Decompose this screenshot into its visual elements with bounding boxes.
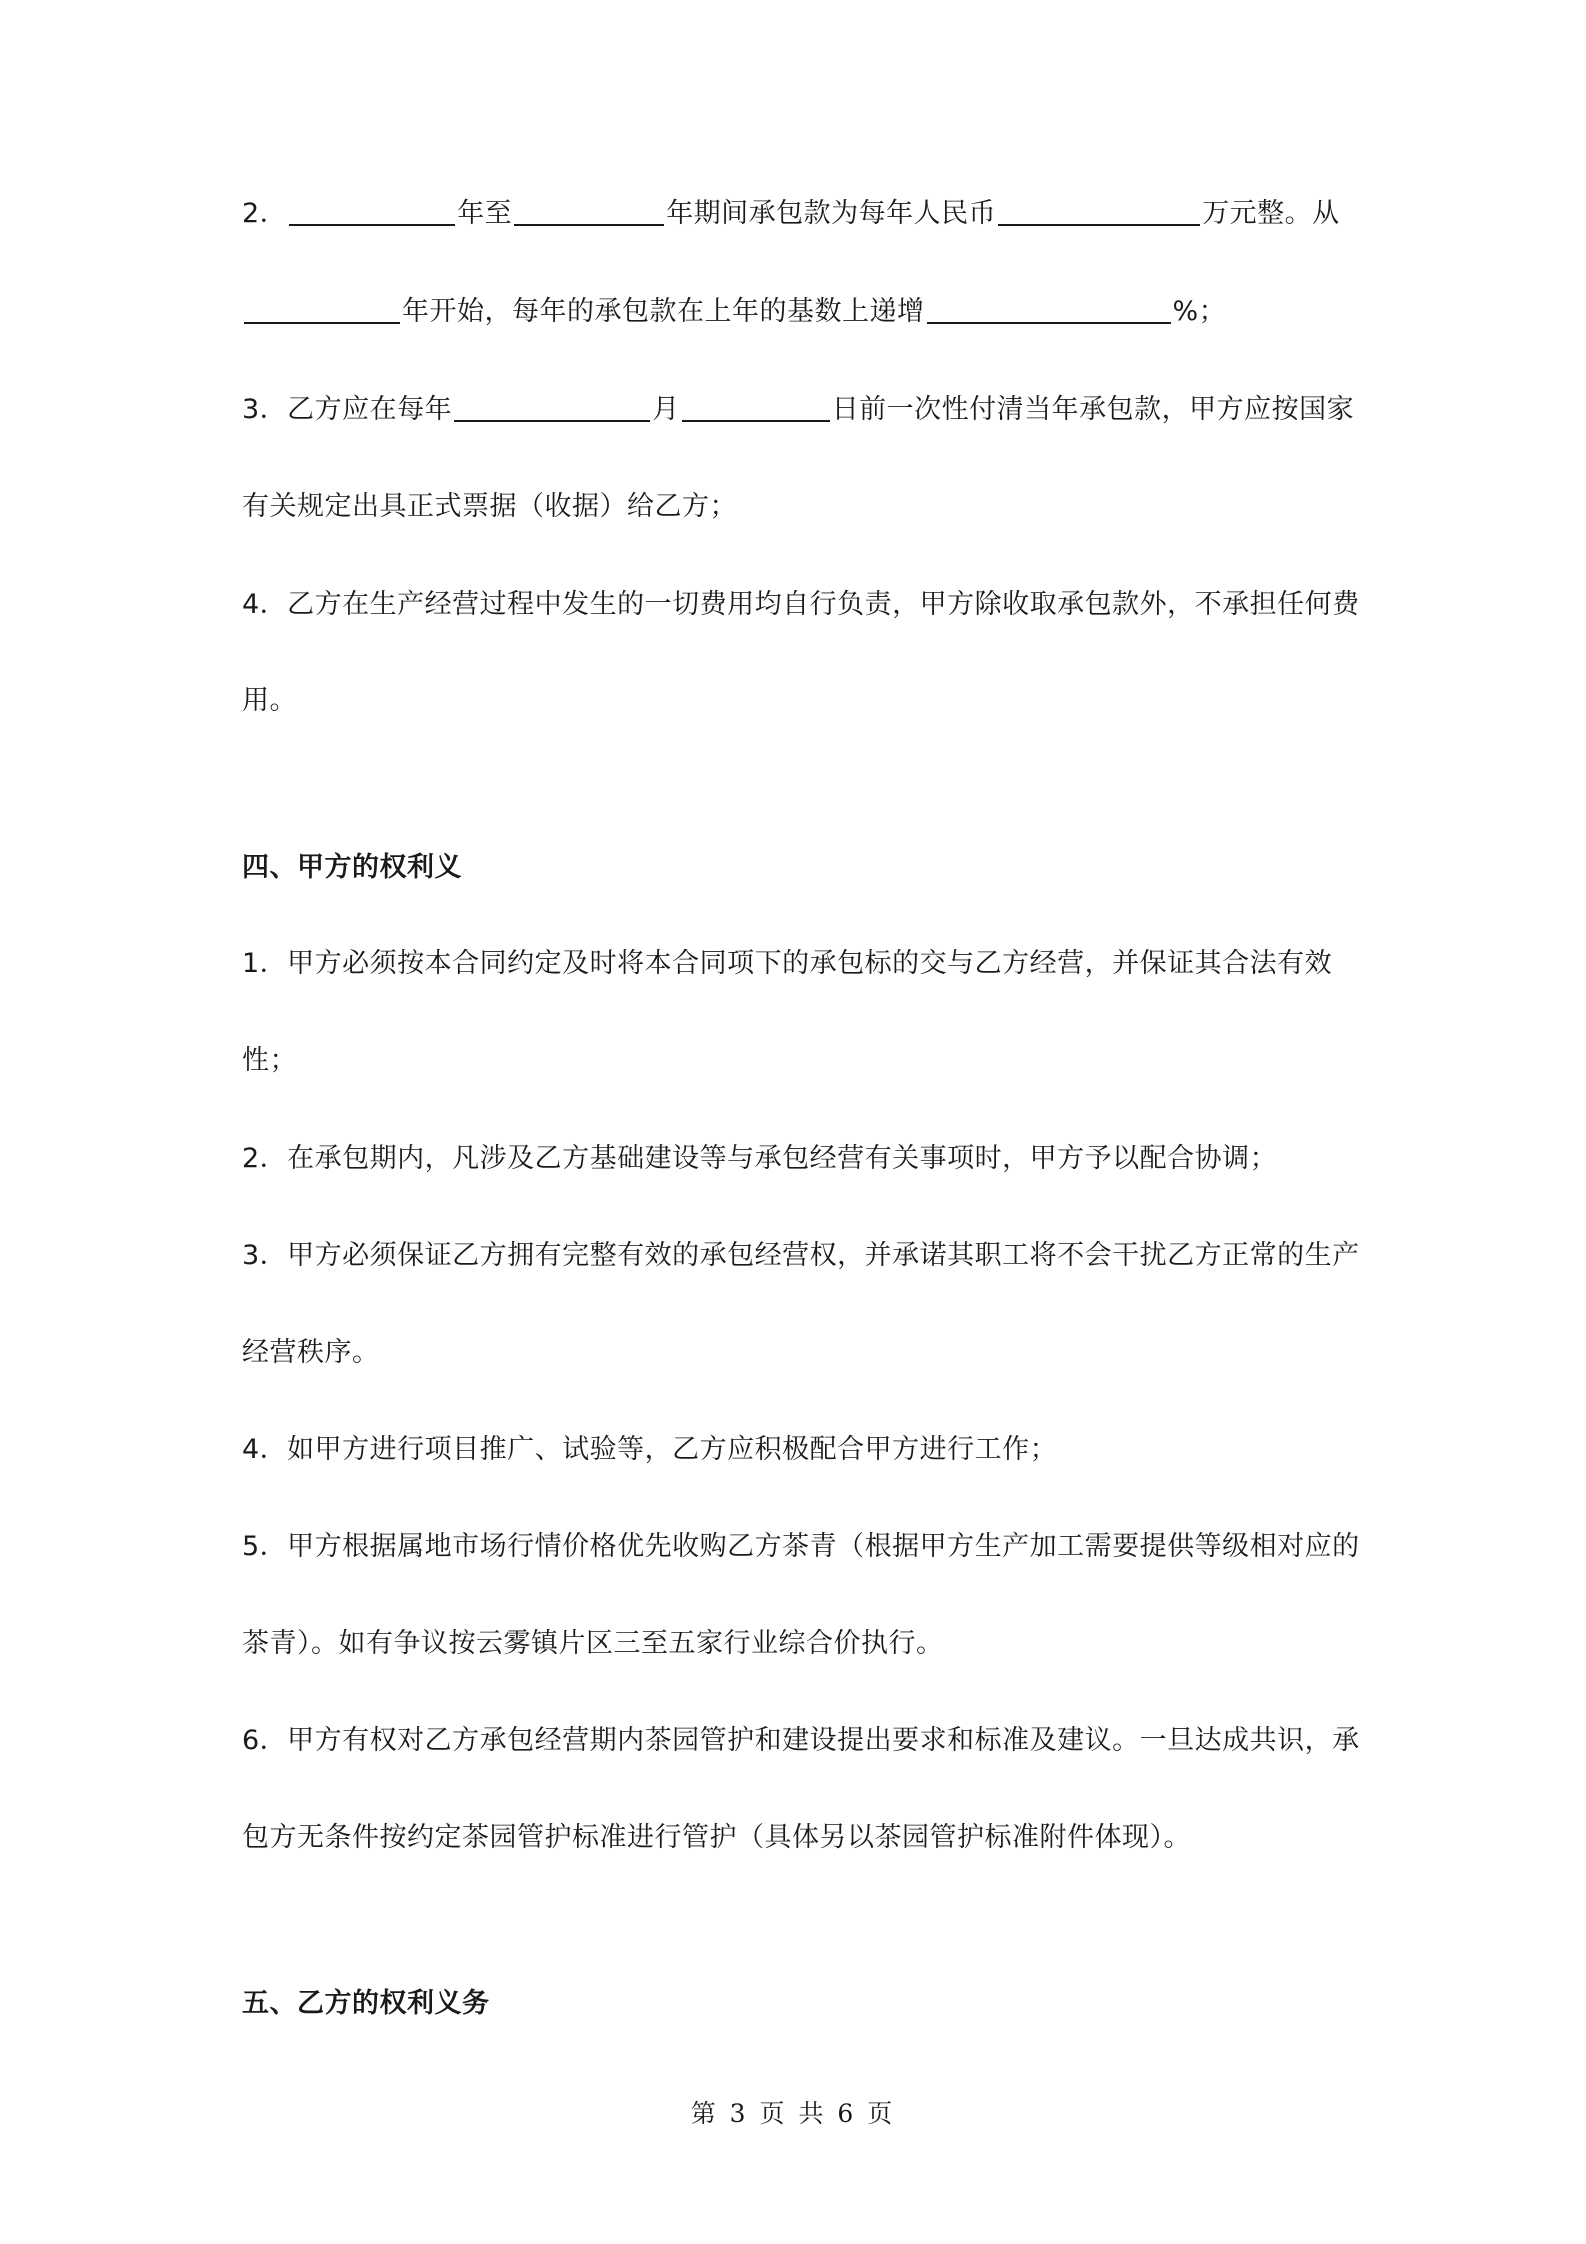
text-segment: 年期间承包款为每年人民币 [666,198,997,229]
increment-line [242,294,1226,330]
item-number: 2． [242,198,288,229]
text-segment: 万元整。从 [1202,198,1340,229]
paragraph-line: 经营秩序。 [242,1337,380,1368]
paragraph-line: 2．在承包期内，凡涉及乙方基础建设等与承包经营有关事项时，甲方予以配合协调； [242,1143,1278,1174]
paragraph-line: 包方无条件按约定茶园管护标准进行管护（具体另以茶园管护标准附件体现）。 [242,1822,1191,1853]
text-segment: 年开始，每年的承包款在上年的基数上递增 [402,296,925,327]
text-segment: 年至 [457,198,513,229]
blank-month[interactable] [454,392,650,422]
text-segment: 月 [652,394,680,425]
text-segment: 3．乙方应在每年 [242,394,453,425]
blank-day[interactable] [682,392,830,422]
paragraph-line: 有关规定出具正式票据（收据）给乙方； [242,491,737,522]
paragraph-line: 4．乙方在生产经营过程中发生的一切费用均自行负责，甲方除收取承包款外，不承担任何费 [242,589,1360,620]
paragraph-line: 1．甲方必须按本合同约定及时将本合同项下的承包标的交与乙方经营，并保证其合法有效 [242,948,1333,979]
blank-end-year[interactable] [514,196,664,226]
paragraph-line: 茶青）。如有争议按云雾镇片区三至五家行业综合价执行。 [242,1628,944,1659]
text-segment: 日前一次性付清当年承包款，甲方应按国家 [831,394,1355,425]
payment-date-line [242,392,1354,428]
section-heading: 五、乙方的权利义务 [242,1988,490,2019]
paragraph-line: 6．甲方有权对乙方承包经营期内茶园管护和建设提出要求和标准及建议。一旦达成共识，承 [242,1725,1360,1756]
section-heading: 四、甲方的权利义 [242,852,462,883]
blank-increment-start-year[interactable] [244,294,400,324]
paragraph-line: 用。 [242,685,297,716]
paragraph-line: 5．甲方根据属地市场行情价格优先收购乙方茶青（根据甲方生产加工需要提供等级相对应的 [242,1531,1360,1562]
paragraph-line: 4．如甲方进行项目推广、试验等，乙方应积极配合甲方进行工作； [242,1434,1058,1465]
paragraph-line: 性； [242,1045,297,1076]
page-number-footer: 第 3 页 共 6 页 [690,2099,896,2128]
blank-increment-percent[interactable] [927,294,1171,324]
blank-start-year[interactable] [289,196,455,226]
paragraph-line: 3．甲方必须保证乙方拥有完整有效的承包经营权，并承诺其职工将不会干扰乙方正常的生产 [242,1240,1360,1271]
text-segment: %； [1172,296,1227,327]
payment-period-line [242,196,1340,232]
blank-amount[interactable] [998,196,1200,226]
